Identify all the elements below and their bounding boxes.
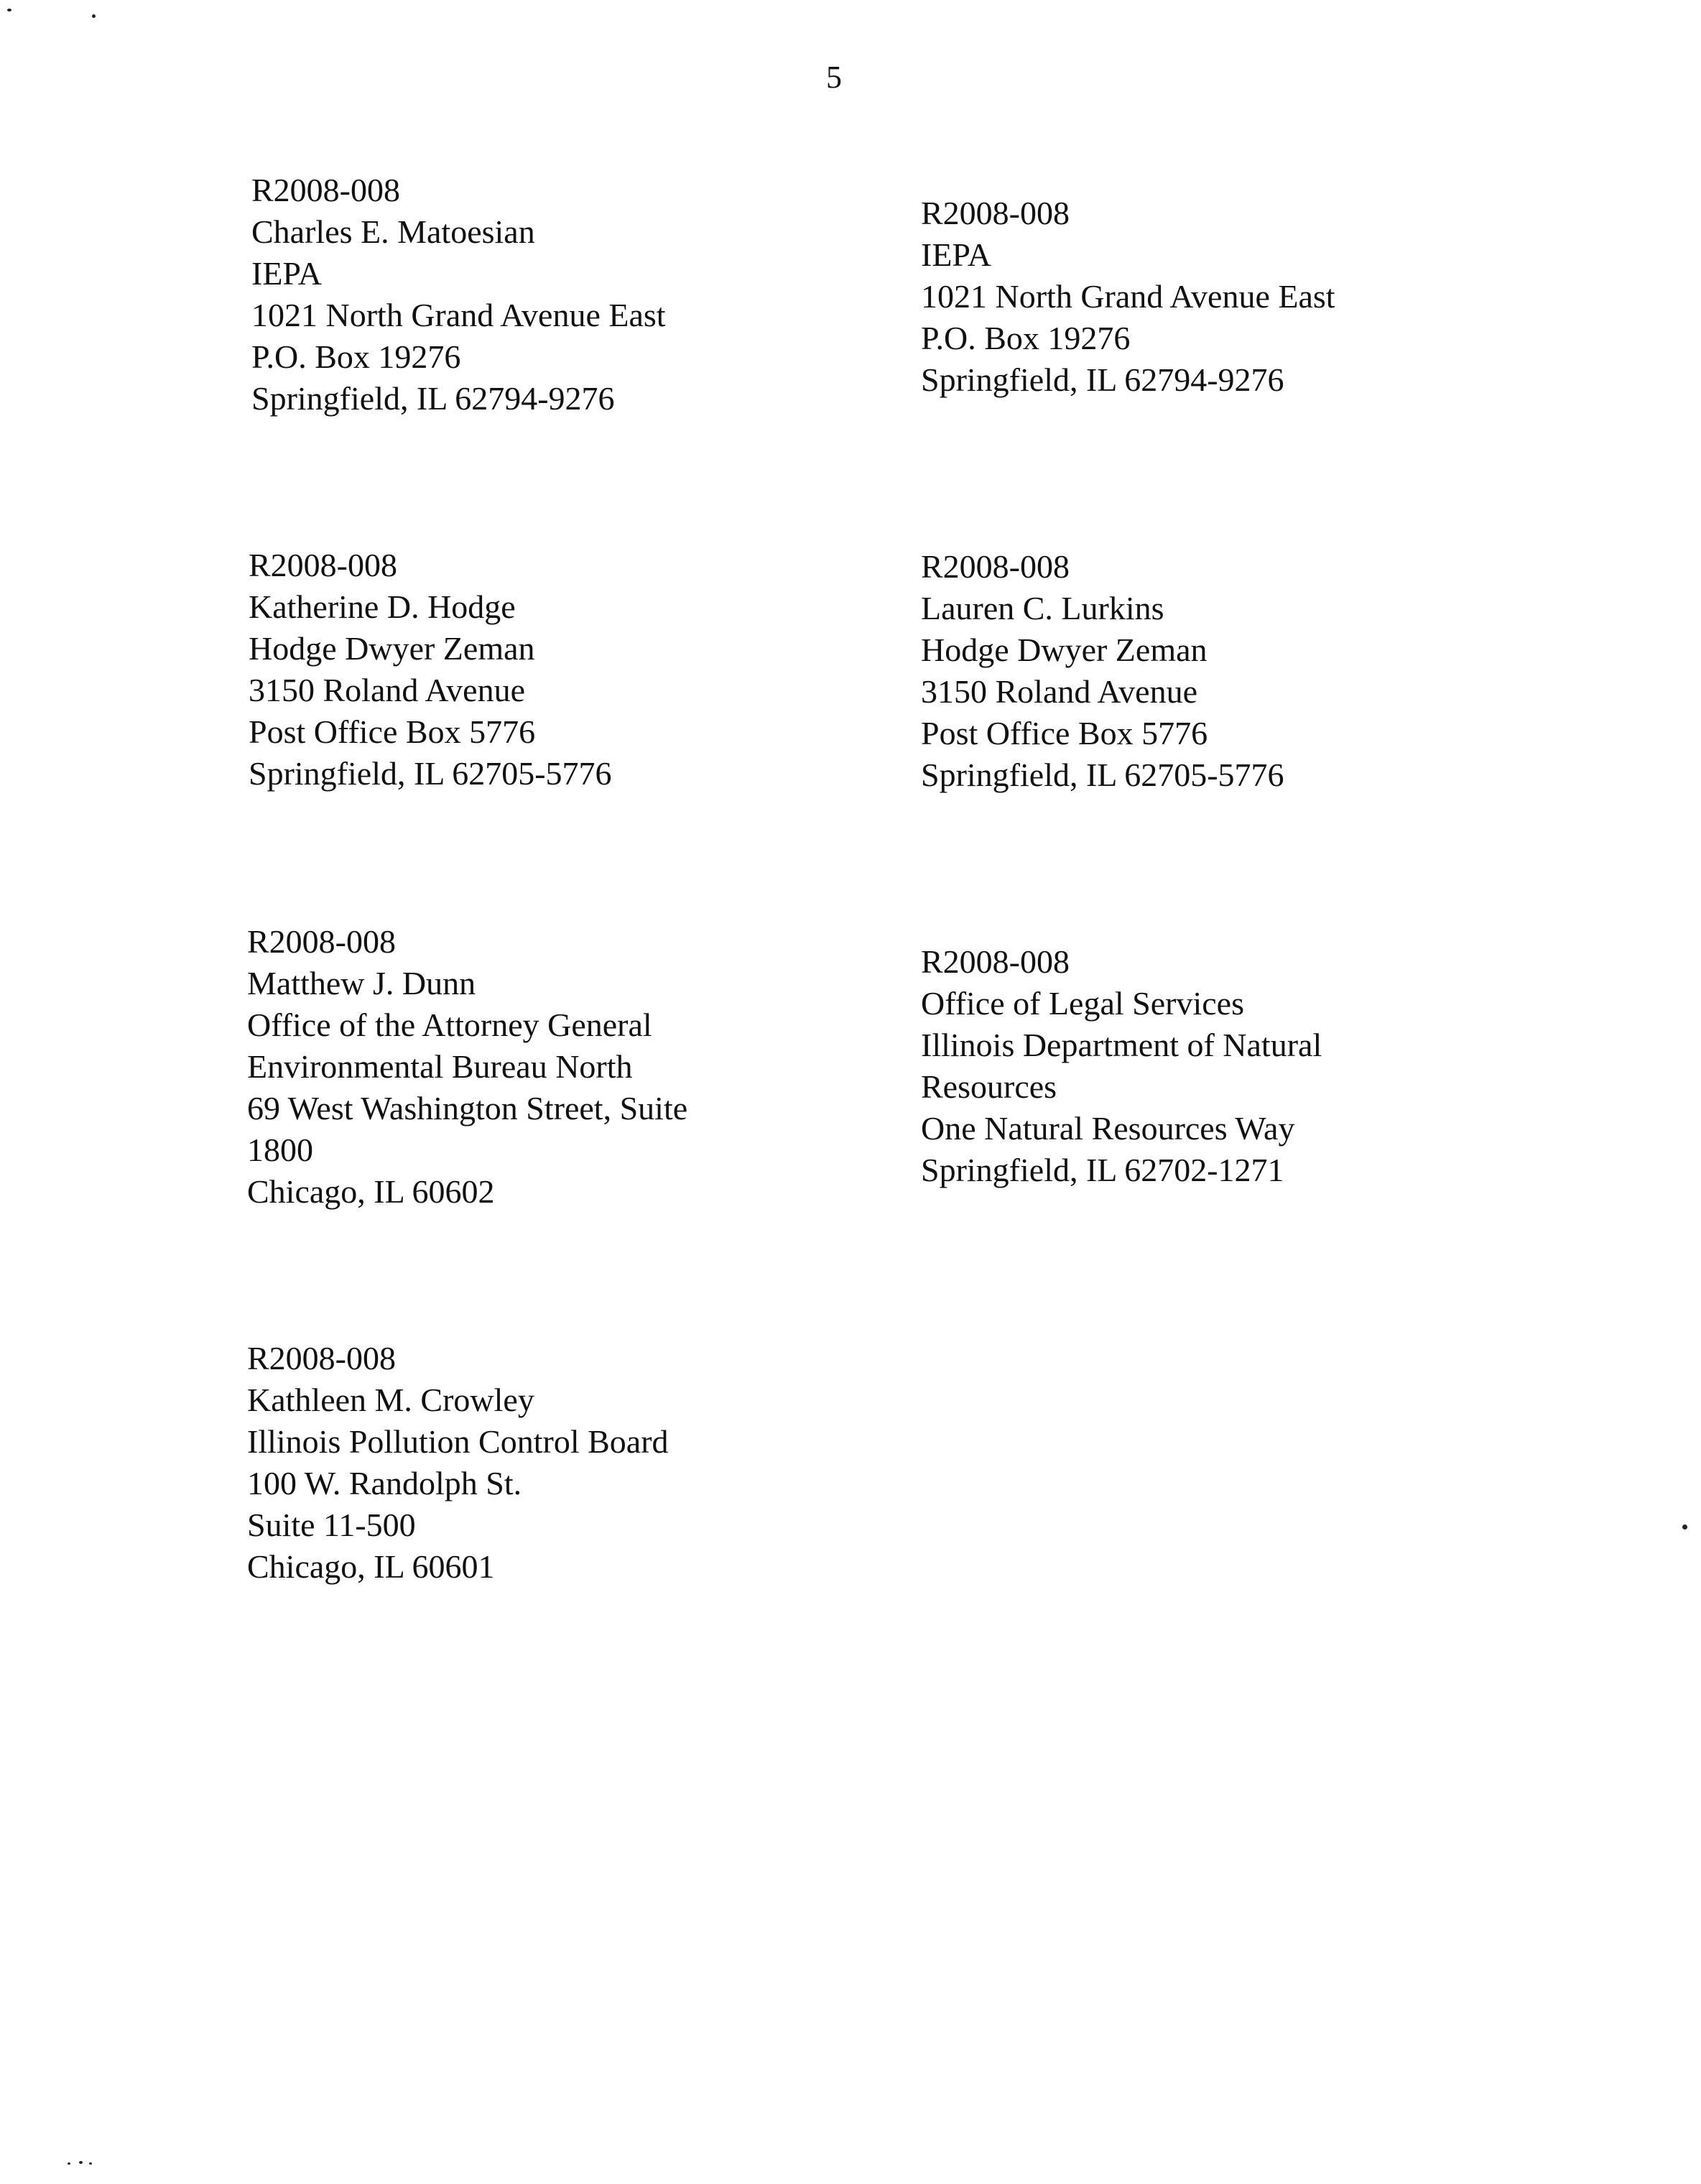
department: Environmental Bureau North (247, 1048, 633, 1085)
city-state-zip: Chicago, IL 60601 (247, 1548, 495, 1585)
organization: Hodge Dwyer Zeman (921, 631, 1208, 668)
scan-speck (92, 14, 96, 18)
docket-number: R2008-008 (249, 547, 397, 583)
organization: IEPA (251, 255, 322, 292)
recipient-name: Charles E. Matoesian (251, 213, 535, 250)
address-block-lurkins (921, 546, 1510, 796)
scan-speck (79, 2161, 83, 2164)
address-block-matoesian (251, 170, 840, 420)
recipient-name: Katherine D. Hodge (249, 588, 516, 625)
organization: IEPA (921, 236, 991, 273)
city-state-zip: Springfield, IL 62794-9276 (251, 380, 615, 417)
recipient-name: Matthew J. Dunn (247, 965, 476, 1001)
street-address: 1021 North Grand Avenue East (921, 278, 1335, 315)
street-address: 69 West Washington Street, Suite (247, 1090, 688, 1126)
docket-number: R2008-008 (921, 195, 1070, 231)
docket-number: R2008-008 (251, 172, 400, 208)
docket-number: R2008-008 (247, 923, 396, 960)
page-number: 5 (826, 60, 842, 95)
suite-number: 1800 (247, 1132, 313, 1168)
city-state-zip: Springfield, IL 62705-5776 (921, 756, 1284, 793)
organization: Hodge Dwyer Zeman (249, 630, 535, 667)
city-state-zip: Springfield, IL 62794-9276 (921, 361, 1284, 398)
street-address: 3150 Roland Avenue (921, 673, 1197, 710)
po-box: P.O. Box 19276 (251, 338, 461, 375)
address-block-dunn (247, 921, 836, 1213)
scan-speck (7, 9, 11, 11)
suite-number: Suite 11-500 (247, 1507, 416, 1543)
organization: Illinois Pollution Control Board (247, 1423, 669, 1460)
recipient-name: Kathleen M. Crowley (247, 1382, 534, 1418)
docket-number: R2008-008 (921, 943, 1070, 980)
po-box: Post Office Box 5776 (249, 713, 536, 750)
organization-continued: Resources (921, 1068, 1057, 1105)
street-address: 3150 Roland Avenue (249, 672, 525, 708)
recipient-name: Lauren C. Lurkins (921, 590, 1164, 626)
office-name: Office of Legal Services (921, 985, 1245, 1022)
po-box: P.O. Box 19276 (921, 320, 1131, 356)
docket-number: R2008-008 (921, 548, 1070, 585)
city-state-zip: Chicago, IL 60602 (247, 1173, 495, 1210)
address-block-hodge (249, 545, 838, 795)
street-address: 100 W. Randolph St. (247, 1465, 522, 1502)
street-address: 1021 North Grand Avenue East (251, 297, 666, 333)
city-state-zip: Springfield, IL 62702-1271 (921, 1152, 1284, 1188)
scan-speck (89, 2162, 92, 2165)
city-state-zip: Springfield, IL 62705-5776 (249, 755, 612, 792)
scan-speck (1682, 1524, 1687, 1530)
organization: Office of the Attorney General (247, 1007, 652, 1043)
address-block-idnr (921, 941, 1510, 1191)
address-block-crowley (247, 1338, 836, 1588)
street-address: One Natural Resources Way (921, 1110, 1295, 1147)
po-box: Post Office Box 5776 (921, 715, 1208, 751)
scan-speck (68, 2162, 70, 2165)
address-block-iepa (921, 193, 1510, 401)
docket-number: R2008-008 (247, 1340, 396, 1376)
organization: Illinois Department of Natural (921, 1027, 1322, 1063)
